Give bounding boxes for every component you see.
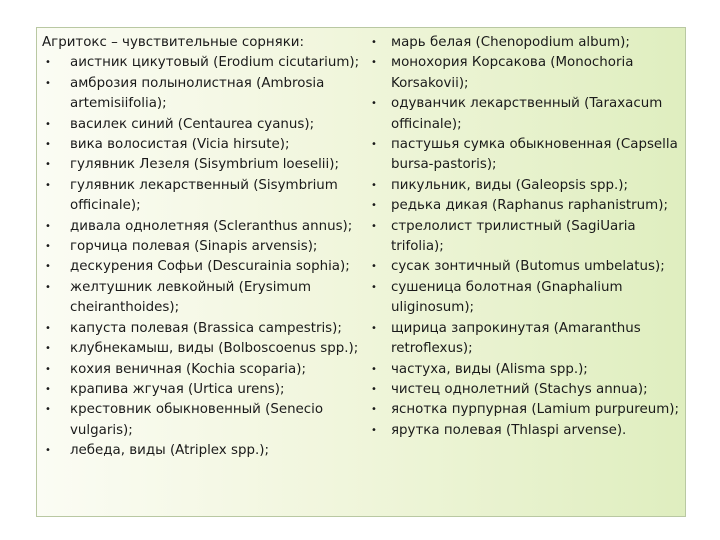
list-item	[42, 135, 370, 155]
list-item-label: монохория Корсакова (Monochoria Korsakovii);	[391, 55, 634, 91]
list-item	[42, 278, 370, 319]
bullet-icon: •	[45, 322, 51, 334]
list-item	[42, 360, 370, 380]
bullet-icon: •	[45, 159, 51, 171]
list-item	[371, 135, 683, 176]
bullet-icon: •	[45, 343, 51, 355]
list-item	[42, 441, 370, 461]
list-item	[371, 176, 683, 196]
list-item-label: аистник цикутовый (Erodium cicutarium);	[70, 55, 360, 71]
bullet-icon: •	[45, 363, 51, 375]
left-column	[42, 33, 370, 462]
left-weed-list	[42, 53, 370, 461]
list-item-label: дивала однолетняя (Scleranthus annus);	[70, 218, 353, 234]
list-item-label: сушеница болотная (Gnaphalium uliginosum);	[391, 279, 623, 316]
list-item	[371, 196, 683, 216]
bullet-icon: •	[371, 139, 377, 151]
list-item-label: капуста полевая (Brassica campestris);	[70, 320, 342, 336]
list-item-label: яснотка пурпурная (Lamium purpureum);	[391, 402, 679, 418]
list-item	[371, 278, 683, 319]
list-item	[371, 319, 683, 360]
list-item	[42, 176, 370, 217]
bullet-icon: •	[371, 37, 377, 48]
list-item	[371, 257, 683, 277]
list-item	[42, 400, 370, 441]
bullet-icon: •	[45, 445, 51, 457]
list-item-label: дескурения Софьи (Descurainia sophia);	[70, 259, 350, 275]
list-item	[42, 380, 370, 400]
list-item	[42, 237, 370, 257]
bullet-icon: •	[371, 98, 377, 110]
list-item-label: кохия веничная (Kochia scoparia);	[70, 361, 306, 377]
bullet-icon: •	[371, 404, 377, 416]
list-item	[371, 400, 683, 420]
list-item-label: гулявник Лезеля (Sisymbrium loeselii);	[70, 157, 339, 173]
bullet-icon: •	[371, 200, 377, 212]
content-panel	[36, 27, 686, 517]
list-item-label: крестовник обыкновенный (Senecio vulgaris);	[70, 402, 324, 438]
list-item-label: пастушья сумка обыкновенная (Capsella bursa-pastoris);	[391, 137, 678, 173]
list-item	[371, 33, 683, 53]
list-item	[42, 53, 370, 73]
bullet-icon: •	[45, 383, 51, 395]
list-item-label: ярутка полевая (Thlaspi arvense).	[391, 422, 627, 438]
bullet-icon: •	[371, 383, 377, 395]
right-column	[371, 33, 683, 441]
list-item-label: марь белая (Chenopodium album);	[391, 35, 630, 50]
bullet-icon: •	[371, 261, 377, 273]
bullet-icon: •	[371, 322, 377, 334]
list-heading: Агритокс – чувствительные сорняки:	[42, 35, 305, 50]
list-item	[42, 257, 370, 277]
bullet-icon: •	[45, 77, 51, 89]
right-weed-list	[371, 33, 683, 441]
list-item	[371, 94, 683, 135]
bullet-icon: •	[371, 220, 377, 232]
bullet-icon: •	[371, 363, 377, 375]
list-item-label: горчица полевая (Sinapis arvensis);	[70, 239, 318, 255]
bullet-icon: •	[45, 118, 51, 130]
bullet-icon: •	[371, 424, 377, 436]
bullet-icon: •	[371, 179, 377, 191]
bullet-icon: •	[45, 220, 51, 232]
list-item-label: одуванчик лекарственный (Taraxacum officinale);	[391, 96, 663, 132]
list-item-label: чистец однолетний (Stachys annua);	[391, 381, 648, 397]
list-item-label: редька дикая (Raphanus raphanistrum);	[391, 198, 668, 214]
list-item	[42, 74, 370, 115]
bullet-icon: •	[45, 139, 51, 151]
list-item-label: сусак зонтичный (Butomus umbelatus);	[391, 259, 665, 275]
list-item-label: стрелолист трилистный (SagiUaria trifolia);	[391, 218, 636, 255]
bullet-icon: •	[45, 57, 51, 69]
list-item	[371, 217, 683, 258]
list-item	[371, 360, 683, 380]
list-item-label: вика волосистая (Vicia hirsute);	[70, 137, 290, 153]
list-item	[371, 53, 683, 94]
bullet-icon: •	[45, 404, 51, 416]
bullet-icon: •	[45, 179, 51, 191]
bullet-icon: •	[45, 261, 51, 273]
list-item	[371, 380, 683, 400]
list-item-label: василек синий (Centaurea cyanus);	[70, 116, 315, 132]
list-item	[371, 421, 683, 441]
list-item-label: лебеда, виды (Atriplex spp.);	[70, 443, 269, 459]
list-item-label: крапива жгучая (Urtica urens);	[70, 381, 285, 397]
list-item-label: щирица запрокинутая (Amaranthus retroflexus);	[391, 320, 641, 357]
list-item	[42, 155, 370, 175]
bullet-icon: •	[371, 57, 377, 69]
bullet-icon: •	[371, 281, 377, 293]
list-item	[42, 115, 370, 135]
list-item-label: частуха, виды (Alisma spp.);	[391, 361, 588, 377]
bullet-icon: •	[45, 241, 51, 253]
list-item	[42, 339, 370, 359]
list-item-label: гулявник лекарственный (Sisymbrium officinale);	[70, 177, 338, 214]
list-item-label: пикульник, виды (Galeopsis spp.);	[391, 177, 629, 193]
list-item	[42, 319, 370, 339]
list-item	[42, 217, 370, 237]
list-item-label: клубнекамыш, виды (Bolboscoenus spp.);	[70, 341, 359, 357]
list-item-label: желтушник левкойный (Erysimum cheiranthoides);	[70, 279, 311, 316]
list-item-label: амброзия полынолистная (Ambrosia artemisiifolia);	[70, 75, 325, 112]
bullet-icon: •	[45, 281, 51, 293]
